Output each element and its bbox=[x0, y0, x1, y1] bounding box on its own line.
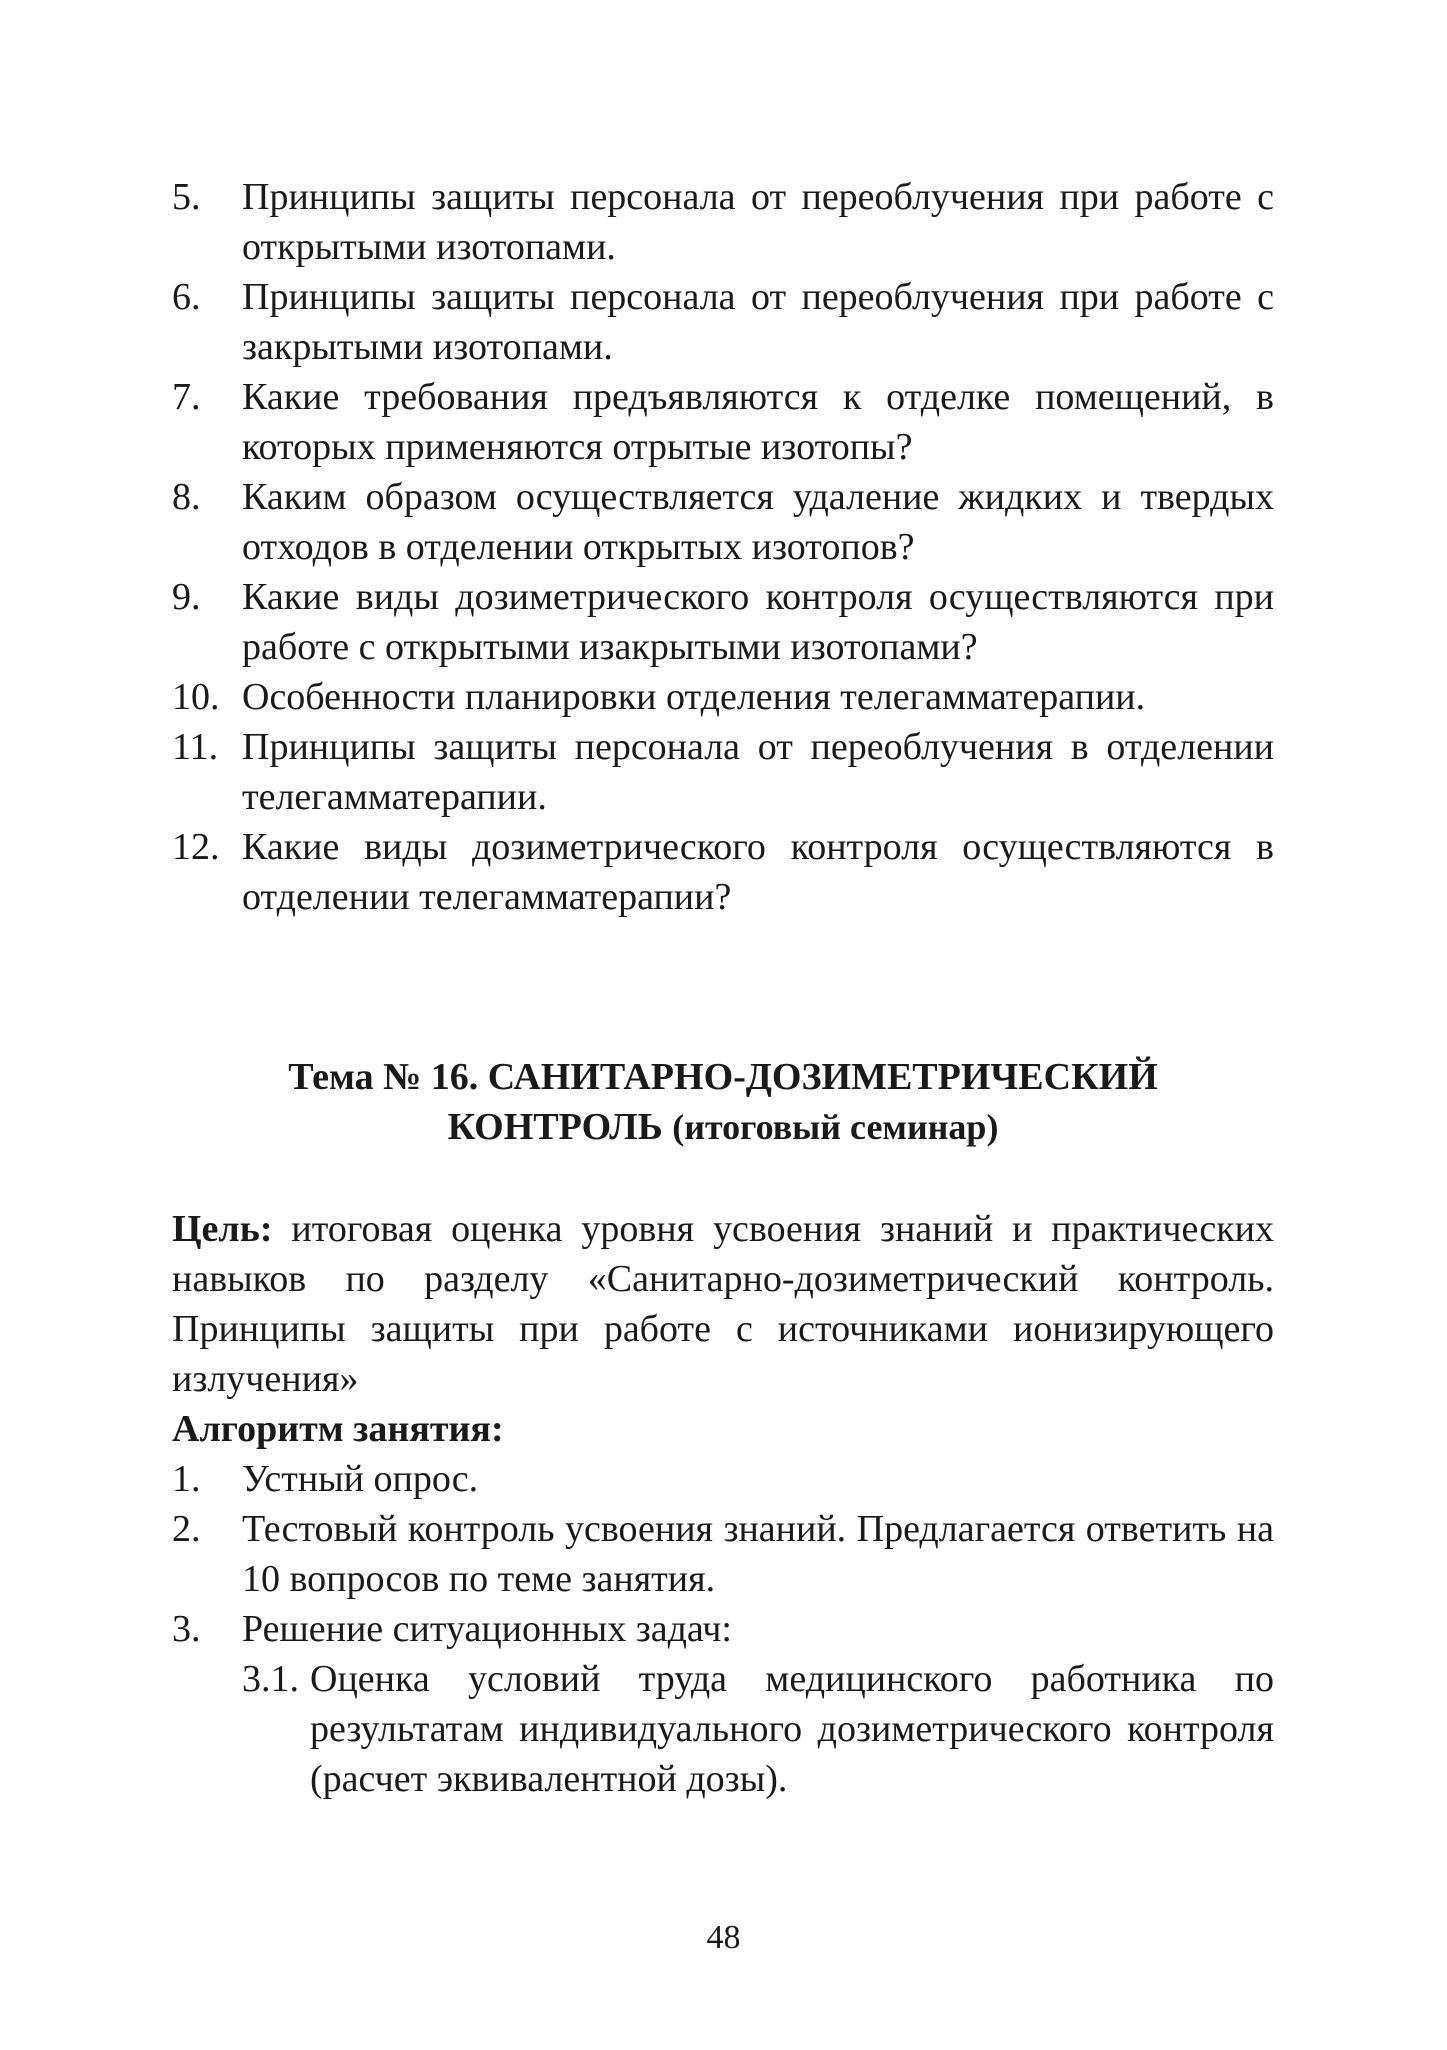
questions-list bbox=[172, 172, 1274, 922]
topic-title-line2 bbox=[172, 1102, 1274, 1152]
item-number: 12. bbox=[172, 826, 220, 868]
item-text: Какие виды дозиметрического контроля осуществляются в отделении телегамматерапии? bbox=[242, 826, 1274, 918]
item-text: Особенности планировки отделения телегамматерапии. bbox=[242, 676, 1146, 718]
list-item bbox=[172, 722, 1274, 822]
algorithm-substeps bbox=[242, 1654, 1274, 1804]
list-item bbox=[242, 1654, 1274, 1804]
item-text: Решение ситуационных задач: bbox=[242, 1608, 732, 1650]
list-item bbox=[172, 1454, 1274, 1504]
list-item bbox=[172, 372, 1274, 472]
list-item bbox=[172, 1604, 1274, 1654]
list-item bbox=[172, 272, 1274, 372]
list-item bbox=[172, 572, 1274, 672]
item-text: Устный опрос. bbox=[242, 1458, 479, 1500]
topic-title-subtitle: (итоговый семинар) bbox=[672, 1107, 999, 1147]
goal-paragraph bbox=[172, 1204, 1274, 1404]
item-number: 8. bbox=[172, 476, 201, 518]
item-number: 9. bbox=[172, 576, 201, 618]
topic-title-main: КОНТРОЛЬ bbox=[447, 1106, 663, 1148]
item-text: Принципы защиты персонала от переоблучения при работе с открытыми изотопами. bbox=[242, 176, 1274, 268]
item-number: 5. bbox=[172, 176, 201, 218]
item-text: Какие требования предъявляются к отделке помещений, в которых применяются отрытые изотопы? bbox=[242, 376, 1274, 468]
item-number: 7. bbox=[172, 376, 201, 418]
item-number: 11. bbox=[172, 726, 219, 768]
item-text: Принципы защиты персонала от переоблучения в отделении телегамматерапии. bbox=[242, 726, 1274, 818]
item-number: 3.1. bbox=[242, 1658, 299, 1700]
list-item bbox=[172, 172, 1274, 272]
item-text: Тестовый контроль усвоения знаний. Предлагается ответить на 10 вопросов по теме занятия. bbox=[242, 1508, 1274, 1600]
algorithm-steps bbox=[172, 1454, 1274, 1654]
list-item bbox=[172, 1504, 1274, 1604]
item-text: Принципы защиты персонала от переоблучения при работе с закрытыми изотопами. bbox=[242, 276, 1274, 368]
page-number: 48 bbox=[706, 1919, 741, 1956]
item-text: Какие виды дозиметрического контроля осуществляются при работе с открытыми изакрытыми изотопами? bbox=[242, 576, 1274, 668]
list-item bbox=[172, 672, 1274, 722]
item-text: Оценка условий труда медицинского работника по результатам индивидуального дозиметрического контроля (расчет эквивалентной дозы). bbox=[310, 1658, 1274, 1800]
item-number: 1. bbox=[172, 1458, 201, 1500]
list-item bbox=[172, 822, 1274, 922]
item-number: 3. bbox=[172, 1608, 201, 1650]
algorithm-title: Алгоритм занятия: bbox=[172, 1408, 504, 1450]
list-item bbox=[172, 472, 1274, 572]
topic-title-line1: Тема № 16. САНИТАРНО-ДОЗИМЕТРИЧЕСКИЙ bbox=[288, 1056, 1158, 1098]
item-number: 2. bbox=[172, 1508, 201, 1550]
item-text: Каким образом осуществляется удаление жидких и твердых отходов в отделении открытых изотопов? bbox=[242, 476, 1274, 568]
topic-heading bbox=[172, 1052, 1274, 1152]
page-content bbox=[172, 172, 1274, 1804]
item-number: 10. bbox=[172, 676, 220, 718]
goal-text: итоговая оценка уровня усвоения знаний и практических навыков по разделу «Санитарно-дозиметрический контроль. Принципы защиты при работе с источниками ионизирующего излучения» bbox=[172, 1208, 1274, 1400]
item-number: 6. bbox=[172, 276, 201, 318]
goal-label: Цель: bbox=[172, 1208, 273, 1250]
